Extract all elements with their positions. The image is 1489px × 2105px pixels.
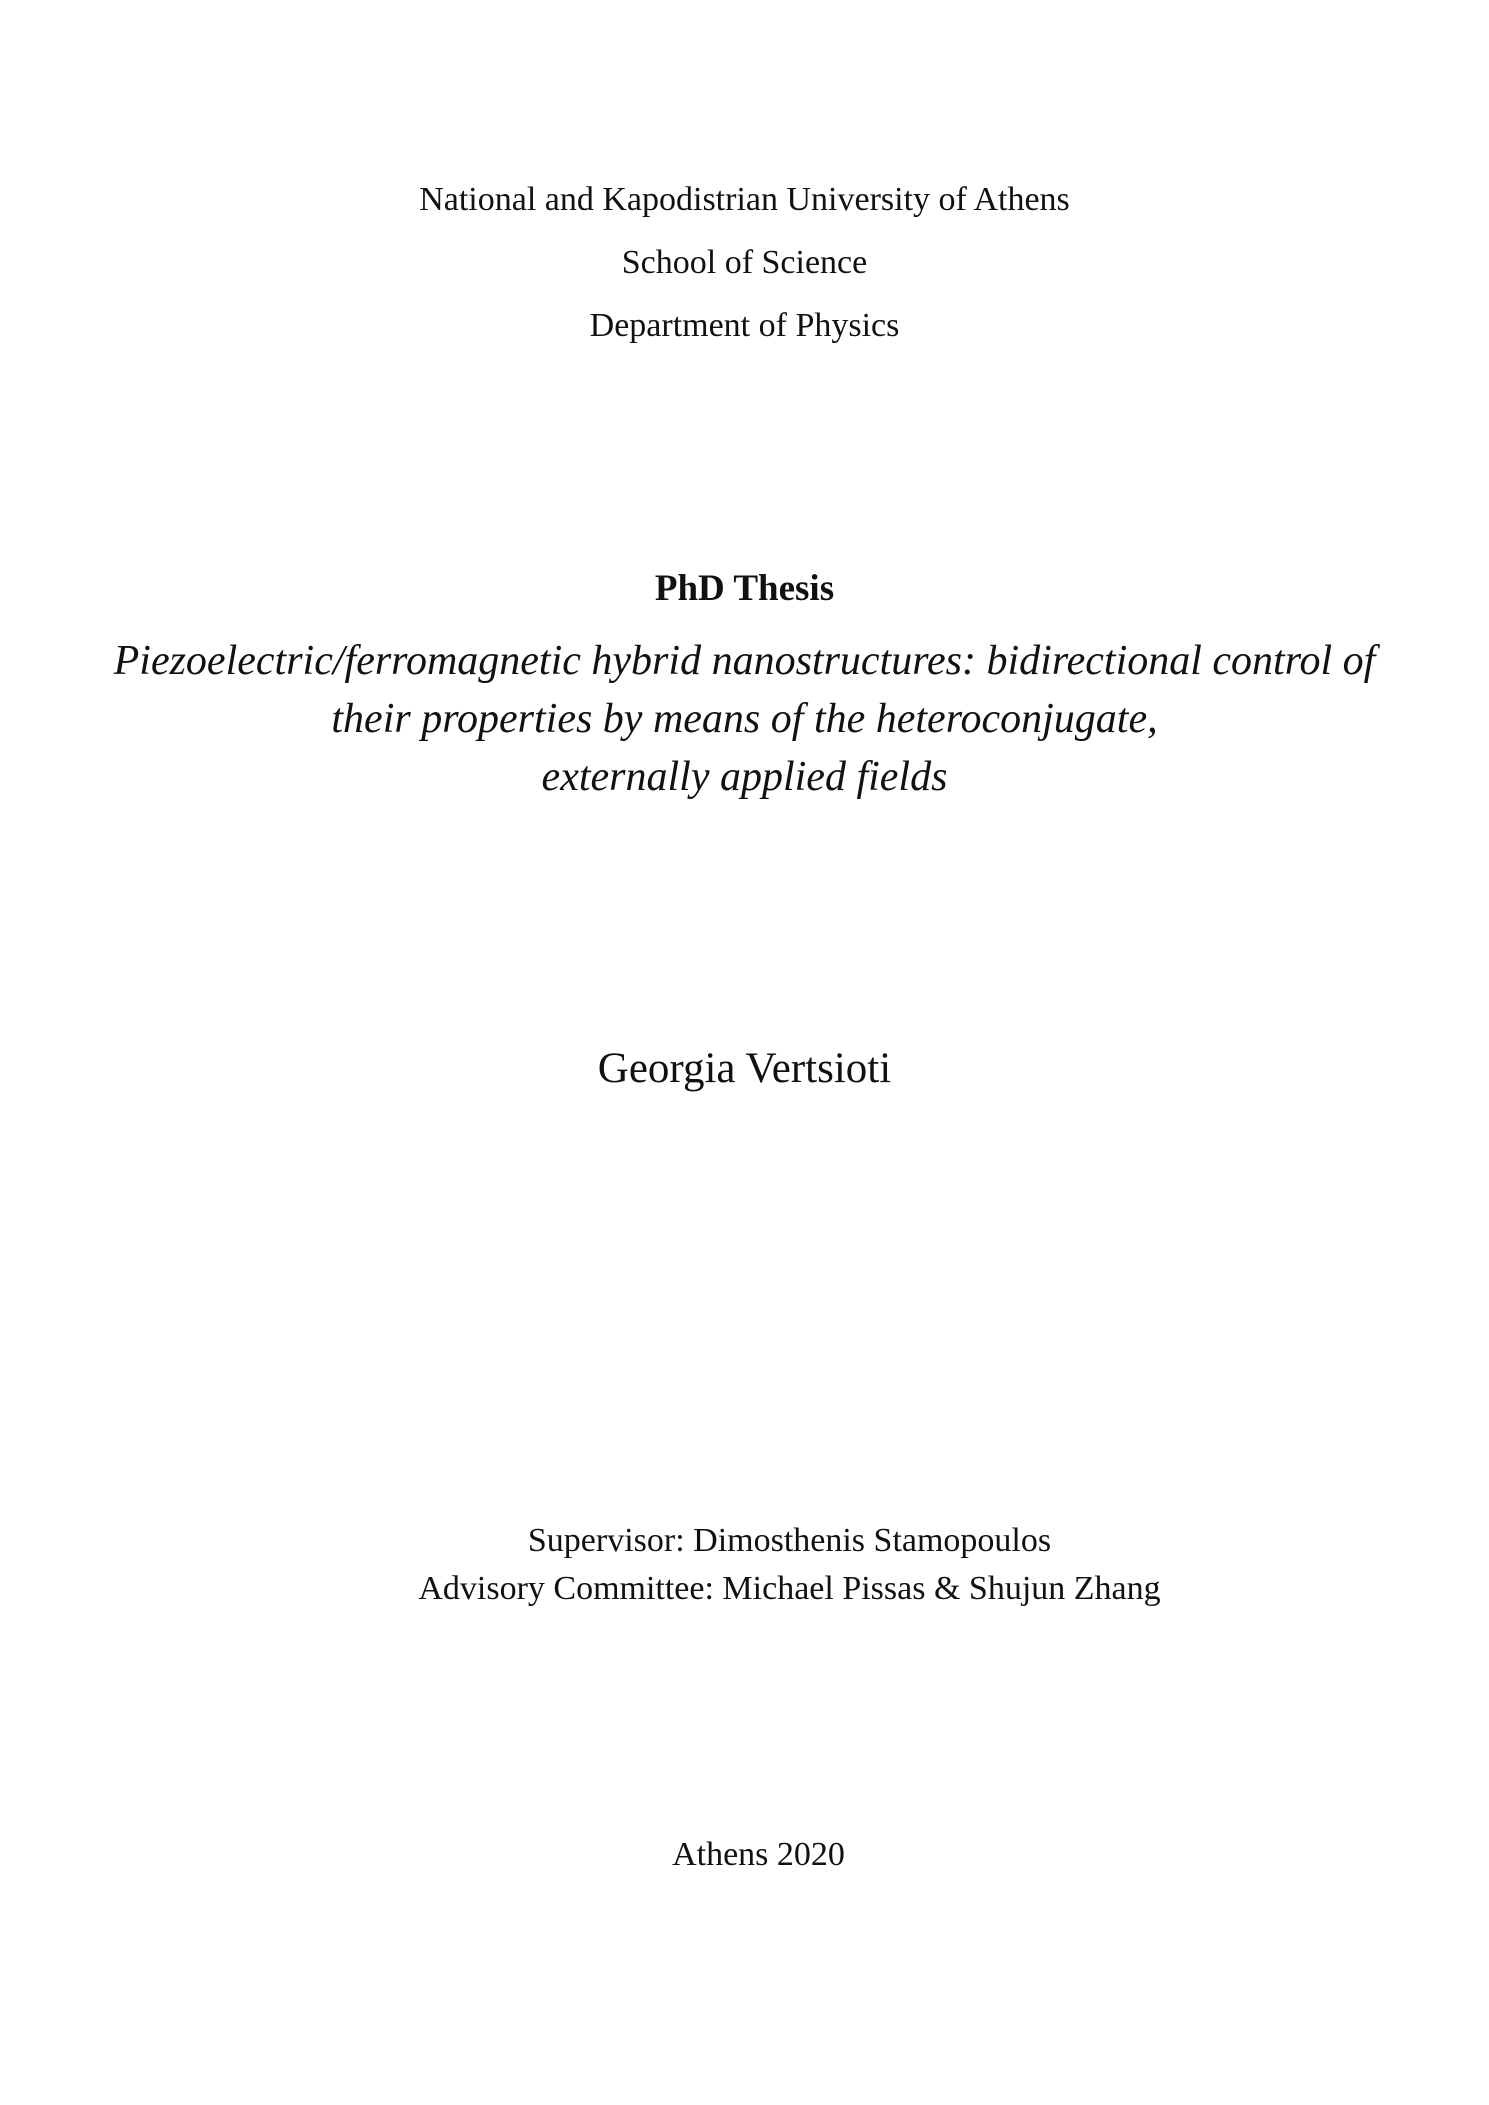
thesis-type: PhD Thesis: [654, 568, 835, 609]
thesis-title-line-1: Piezoelectric/ferromagnetic hybrid nanostructures: bidirectional control of: [113, 638, 1376, 684]
supervisor: Supervisor: Dimosthenis Stamopoulos: [527, 1522, 1052, 1559]
department-name: Department of Physics: [589, 307, 900, 344]
advisory-committee: Advisory Committee: Michael Pissas & Shujun Zhang: [418, 1570, 1161, 1607]
thesis-title-line-2: their properties by means of the heteroconjugate,: [331, 696, 1158, 742]
place-and-year: Athens 2020: [672, 1836, 845, 1873]
school-name: School of Science: [621, 244, 868, 281]
author-name: Georgia Vertsioti: [597, 1045, 892, 1092]
thesis-title: [60, 632, 1429, 806]
university-name: National and Kapodistrian University of Athens: [419, 181, 1070, 218]
thesis-title-line-3: externally applied fields: [541, 754, 948, 800]
